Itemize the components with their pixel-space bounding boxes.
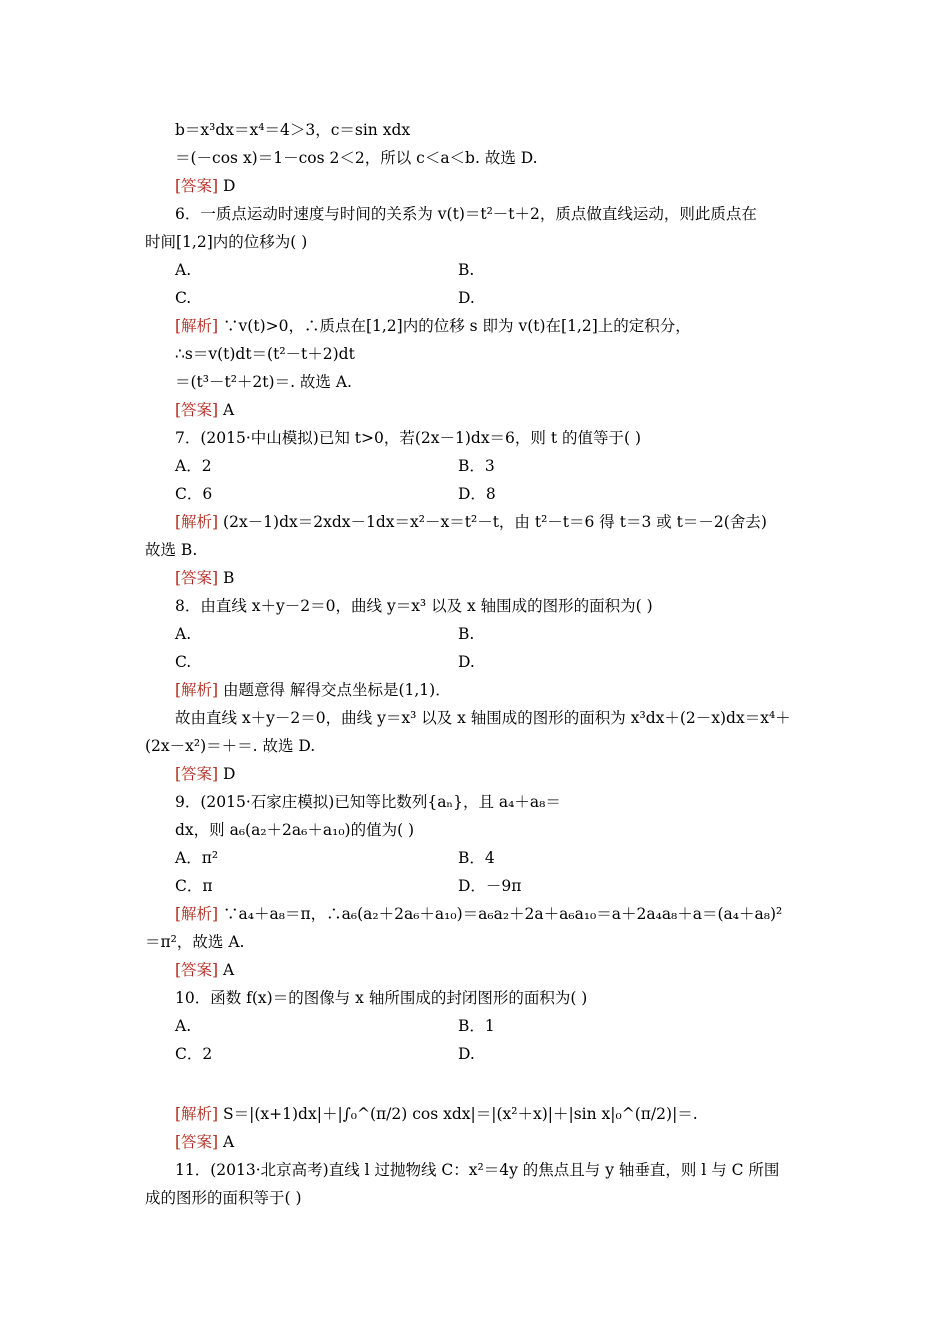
section-tag: [答案] xyxy=(175,1133,219,1151)
answer-line xyxy=(175,1132,234,1152)
section-tag: [答案] xyxy=(175,177,219,195)
text-line: 8．由直线 x＋y－2＝0，曲线 y＝x³ 以及 x 轴围成的图形的面积为( ) xyxy=(175,597,653,615)
line-body: D xyxy=(218,177,236,195)
text-line: b＝x³dx＝x⁴＝4＞3，c＝sin xdx xyxy=(175,121,411,139)
answer-line xyxy=(175,960,234,980)
text-line: D. xyxy=(458,653,475,671)
text-line: ＝(－cos x)＝1－cos 2＜2，所以 c＜a＜b. 故选 D. xyxy=(175,149,538,167)
answer-line xyxy=(175,568,234,588)
text-line: C. xyxy=(175,653,192,671)
text-line: B．3 xyxy=(458,457,495,475)
text-line: 10．函数 f(x)＝的图像与 x 轴所围成的封闭图形的面积为( ) xyxy=(175,989,588,1007)
text-line: 9．(2015·石家庄模拟)已知等比数列{aₙ}，且 a₄＋a₈＝ xyxy=(175,793,561,811)
section-tag: [答案] xyxy=(175,569,219,587)
text-line: 7．(2015·中山模拟)已知 t>0，若(2x－1)dx＝6，则 t 的值等于( ) xyxy=(175,429,642,447)
section-tag: [解析] xyxy=(175,905,219,923)
text-line: dx，则 a₆(a₂＋2a₆＋a₁₀)的值为( ) xyxy=(175,821,415,839)
line-body: A xyxy=(218,1133,235,1151)
text-line: C．π xyxy=(175,877,213,895)
answer-line xyxy=(175,512,767,532)
text-line: 故选 B. xyxy=(145,541,198,559)
text-line: 成的图形的面积等于( ) xyxy=(145,1189,302,1207)
text-line: B．4 xyxy=(458,849,495,867)
answer-line xyxy=(175,400,234,420)
answer-line xyxy=(175,1104,698,1124)
section-tag: [解析] xyxy=(175,513,219,531)
text-line: B．1 xyxy=(458,1017,495,1035)
line-body: A xyxy=(218,961,235,979)
text-line: A. xyxy=(175,261,192,279)
text-line: C. xyxy=(175,289,192,307)
text-line: C．2 xyxy=(175,1045,213,1063)
text-line: A. xyxy=(175,625,192,643)
text-line: 故由直线 x＋y－2＝0，曲线 y＝x³ 以及 x 轴围成的图形的面积为 x³dx＋(2－x)dx＝x⁴＋ xyxy=(175,709,791,727)
answer-line xyxy=(175,316,691,336)
text-line: D．－9π xyxy=(458,877,522,895)
text-line: (2x－x²)＝＋＝. 故选 D. xyxy=(145,737,316,755)
text-line: D. xyxy=(458,1045,475,1063)
text-line: A. xyxy=(175,1017,192,1035)
line-body: 由题意得 解得交点坐标是(1,1)． xyxy=(218,681,451,699)
line-body: D xyxy=(218,765,236,783)
line-body: ∵a₄＋a₈＝π，∴a₆(a₂＋2a₆＋a₁₀)＝a₆a₂＋2a＋a₆a₁₀＝a＋2a₄a₈＋a＝(a₄＋a₈)² xyxy=(218,905,783,923)
section-tag: [答案] xyxy=(175,961,219,979)
text-line: B. xyxy=(458,261,475,279)
text-line: A．2 xyxy=(175,457,212,475)
line-body: ∵v(t)>0，∴质点在[1,2]内的位移 s 即为 v(t)在[1,2]上的定积分， xyxy=(218,317,691,335)
answer-line xyxy=(175,176,235,196)
text-line: A．π² xyxy=(175,849,219,867)
line-body: B xyxy=(218,569,235,587)
text-line: B. xyxy=(458,625,475,643)
section-tag: [解析] xyxy=(175,681,219,699)
section-tag: [答案] xyxy=(175,401,219,419)
section-tag: [解析] xyxy=(175,1105,219,1123)
text-line: C．6 xyxy=(175,485,213,503)
answer-line xyxy=(175,904,782,924)
text-line: D．8 xyxy=(458,485,496,503)
line-body: A xyxy=(218,401,235,419)
line-body: (2x－1)dx＝2xdx－1dx＝x²－x＝t²－t，由 t²－t＝6 得 t＝3 或 t＝－2(舍去) xyxy=(218,513,767,531)
answer-line xyxy=(175,764,235,784)
text-line: ＝(t³－t²＋2t)＝. 故选 A. xyxy=(175,373,352,391)
section-tag: [解析] xyxy=(175,317,219,335)
text-line: ∴s＝v(t)dt＝(t²－t＋2)dt xyxy=(175,345,355,363)
text-line: 6．一质点运动时速度与时间的关系为 v(t)＝t²－t＋2，质点做直线运动，则此质点在 xyxy=(175,205,757,223)
line-body: S＝|(x+1)dx|＋|∫₀^(π/2) cos xdx|＝|(x²＋x)|＋|sin x|₀^(π/2)|＝. xyxy=(218,1105,698,1123)
text-line: 时间[1,2]内的位移为( ) xyxy=(145,233,308,251)
answer-line xyxy=(175,680,451,700)
section-tag: [答案] xyxy=(175,765,219,783)
text-line: D. xyxy=(458,289,475,307)
text-line: ＝π²，故选 A. xyxy=(145,933,245,951)
text-line: 11．(2013·北京高考)直线 l 过抛物线 C：x²＝4y 的焦点且与 y 轴垂直，则 l 与 C 所围 xyxy=(175,1161,780,1179)
